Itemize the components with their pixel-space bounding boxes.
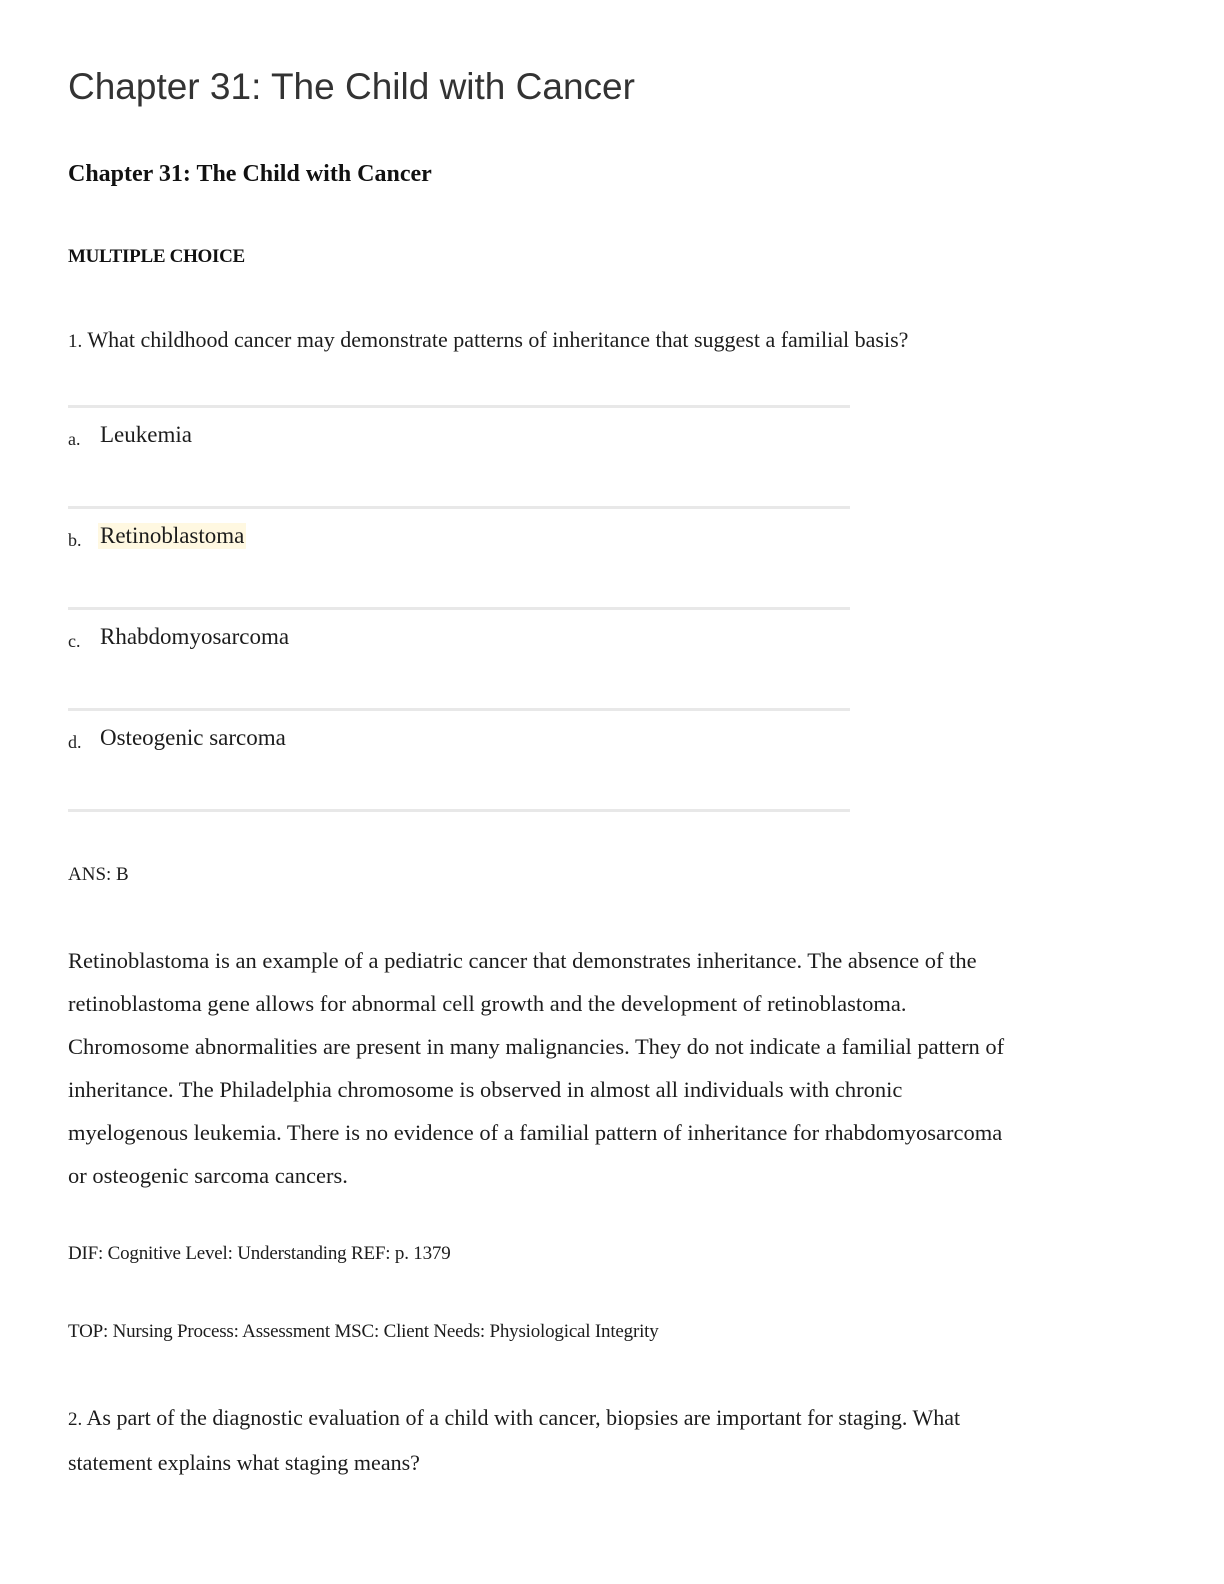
choice-text: Leukemia — [100, 422, 192, 447]
rationale-line: inheritance. The Philadelphia chromosome is observed in almost all individuals with chronic — [68, 1077, 903, 1102]
answer-choices — [68, 405, 850, 812]
rationale-line: or osteogenic sarcoma cancers. — [68, 1163, 348, 1188]
choice-c[interactable] — [68, 607, 850, 708]
answer-key: ANS: B — [68, 864, 129, 885]
question-text-line1: As part of the diagnostic evaluation of a child with cancer, biopsies are important for staging. What — [86, 1405, 961, 1430]
choice-d[interactable] — [68, 708, 850, 812]
choice-a[interactable] — [68, 405, 850, 506]
choice-text: Osteogenic sarcoma — [100, 725, 286, 750]
difficulty-reference: DIF: Cognitive Level: Understanding REF: p. 1379 — [68, 1243, 451, 1264]
question-1 — [68, 318, 908, 363]
question-text: What childhood cancer may demonstrate patterns of inheritance that suggest a familial basis? — [87, 327, 909, 352]
rationale-line: myelogenous leukemia. There is no evidence of a familial pattern of inheritance for rhabdomyosarcoma — [68, 1120, 1003, 1145]
document-title: Chapter 31: The Child with Cancer — [68, 66, 635, 107]
choice-b[interactable] — [68, 506, 850, 607]
rationale-line: Chromosome abnormalities are present in many malignancies. They do not indicate a familial pattern of — [68, 1034, 1005, 1059]
choice-letter: d. — [68, 732, 82, 752]
question-text-line2: statement explains what staging means? — [68, 1450, 420, 1475]
choice-letter: b. — [68, 530, 82, 550]
choice-text: Rhabdomyosarcoma — [100, 624, 290, 649]
choice-text-highlighted: Retinoblastoma — [100, 523, 245, 548]
question-2 — [68, 1396, 960, 1484]
chapter-heading: Chapter 31: The Child with Cancer — [68, 161, 432, 187]
choice-letter: a. — [68, 429, 81, 449]
question-number: 1. — [68, 331, 83, 352]
rationale — [68, 939, 1158, 1197]
choice-letter: c. — [68, 631, 81, 651]
section-label: MULTIPLE CHOICE — [68, 246, 245, 267]
question-number: 2. — [68, 1409, 83, 1430]
rationale-line: Retinoblastoma is an example of a pediatric cancer that demonstrates inheritance. The absence of the — [68, 948, 977, 973]
rationale-line: retinoblastoma gene allows for abnormal cell growth and the development of retinoblastoma. — [68, 991, 907, 1016]
topic-msc: TOP: Nursing Process: Assessment MSC: Client Needs: Physiological Integrity — [68, 1321, 659, 1342]
